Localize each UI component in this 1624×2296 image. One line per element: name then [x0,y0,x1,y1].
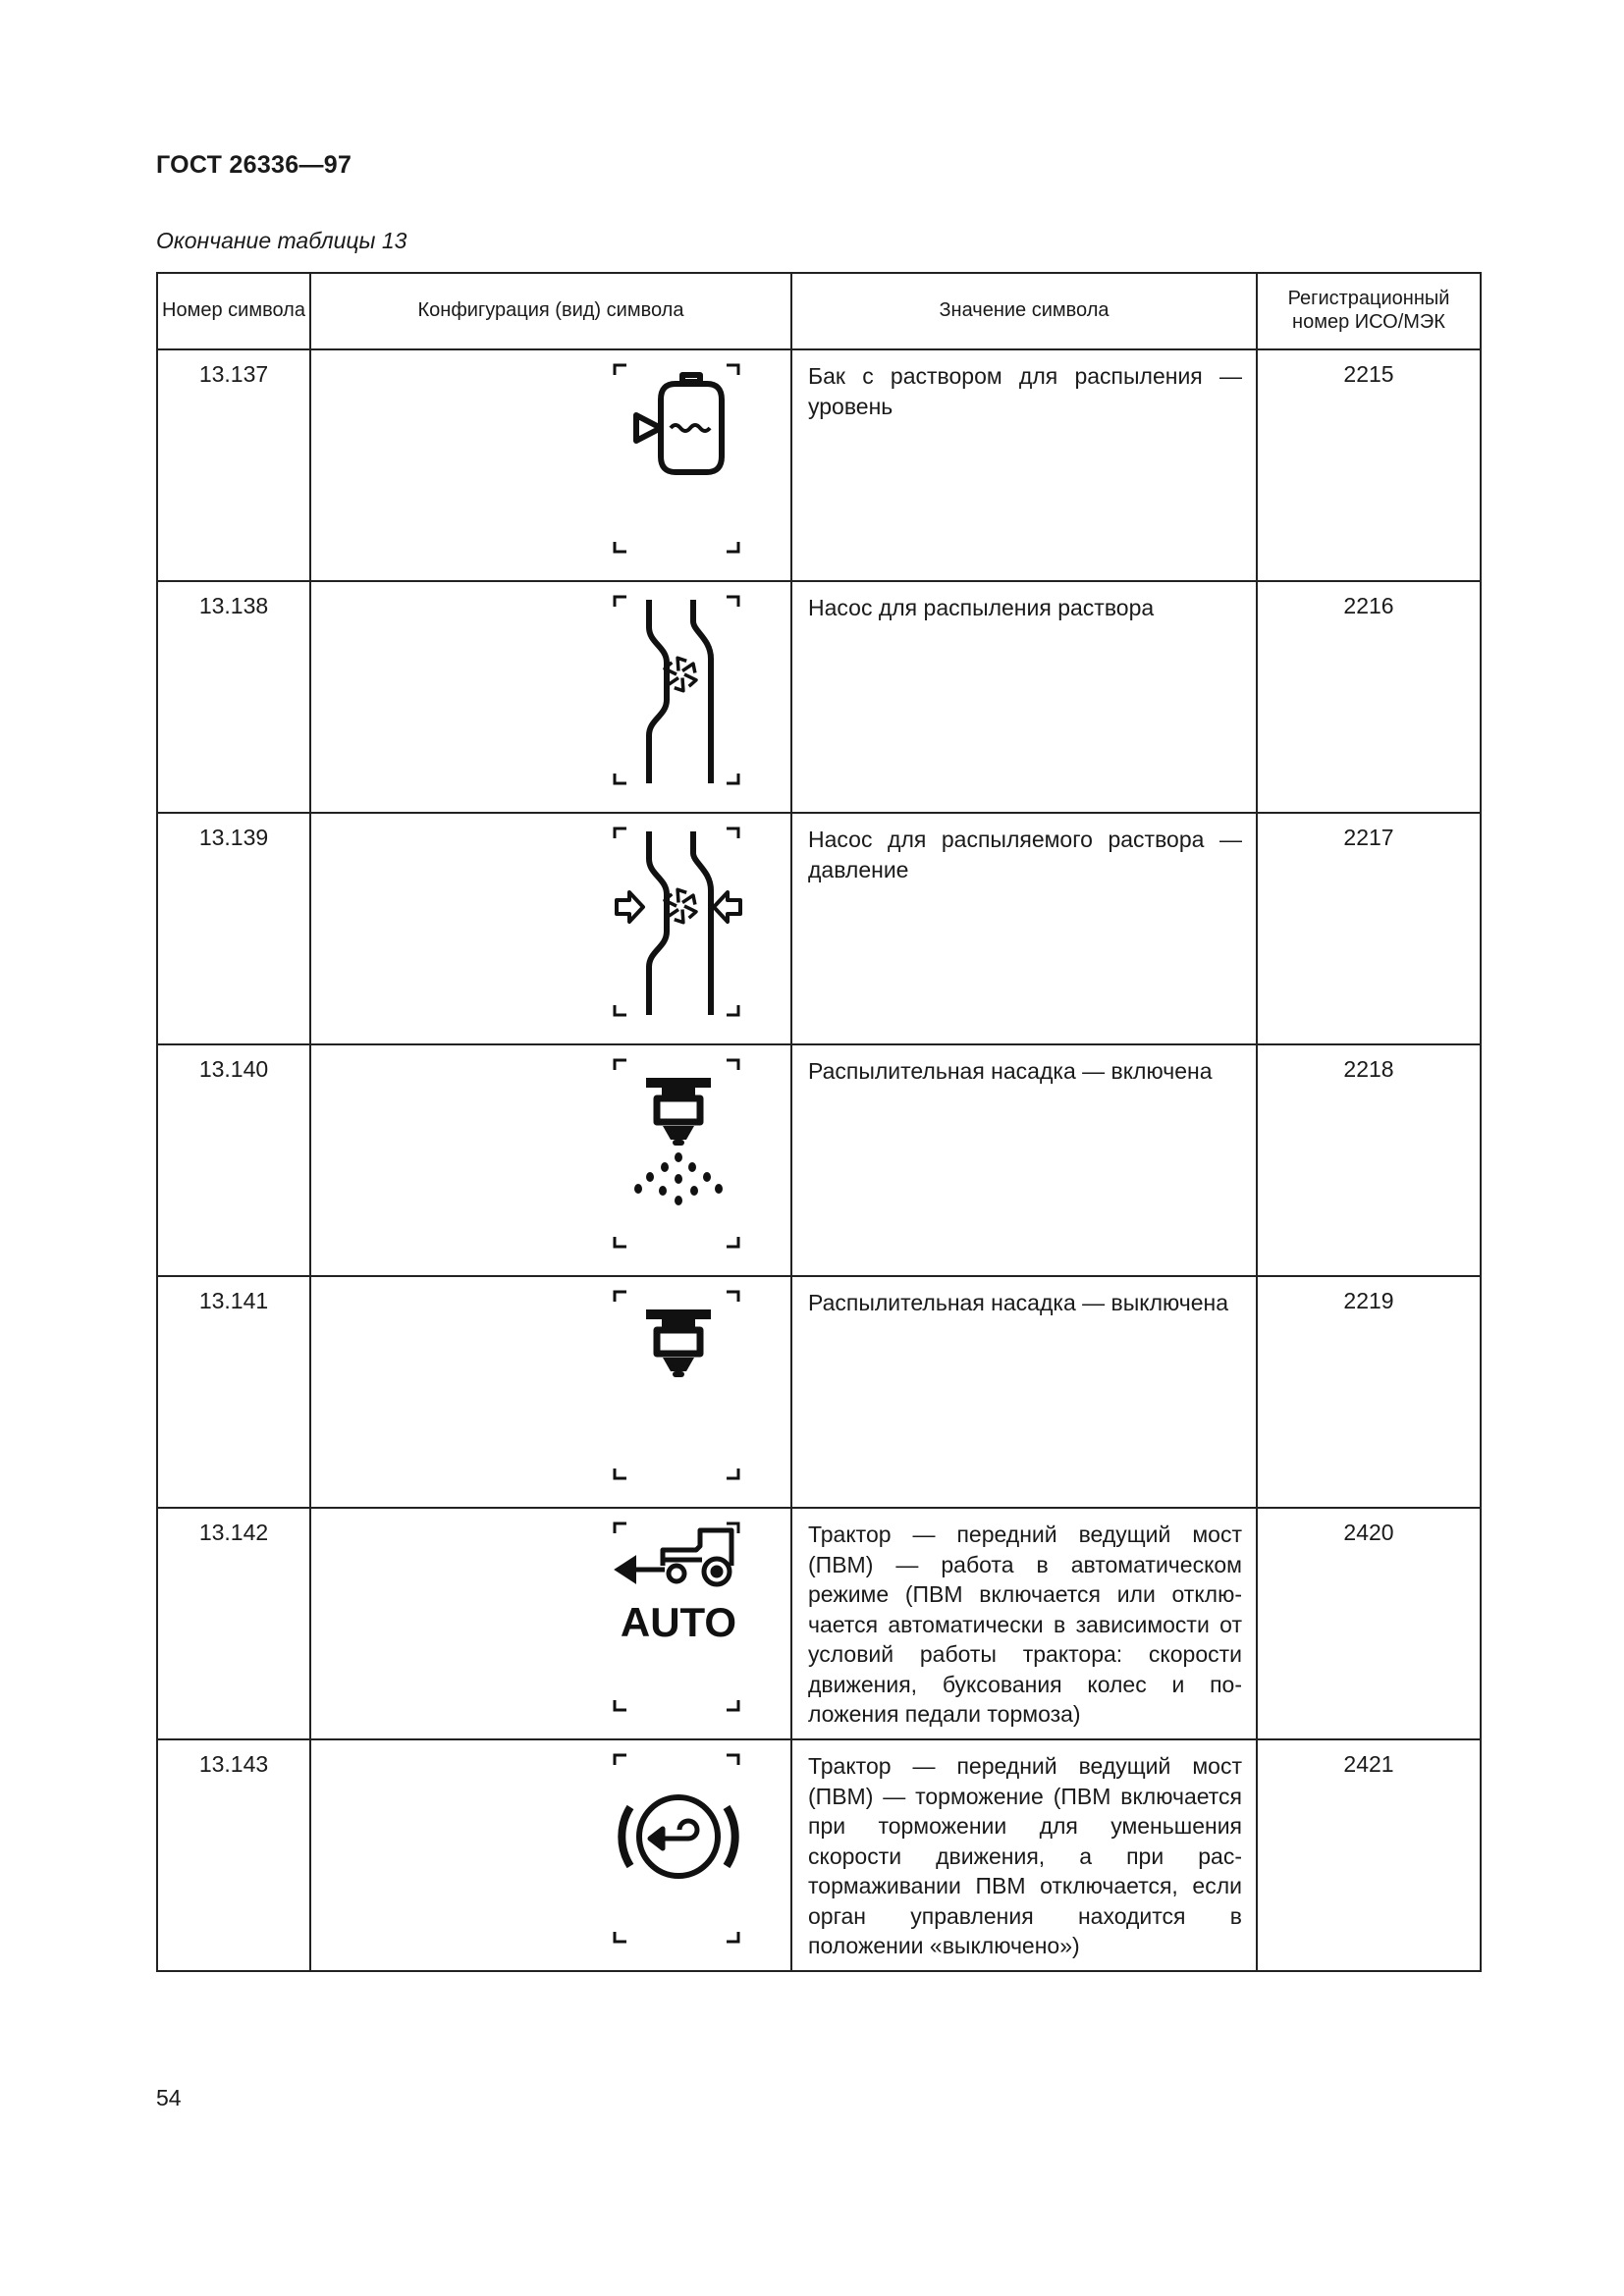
tractor-icon [663,1530,731,1584]
table-caption: Окончание таблицы 13 [156,228,407,253]
table-row [157,581,1481,813]
column-header-number: Номер символа [157,273,310,346]
registration-number: 2217 [1257,813,1481,1044]
table-header-row [157,273,1481,346]
symbol-number: 13.138 [157,581,310,813]
tractor-fwd-braking-icon [311,1740,790,1959]
document-header: ГОСТ 26336—97 [156,151,352,179]
table-row [157,813,1481,1044]
table-row [157,349,1481,581]
table-row [157,1276,1481,1508]
column-header-configuration: Конфигурация (вид) символа [310,273,791,346]
auto-label: AUTO [620,1599,737,1645]
left-arrow-icon [650,1821,697,1848]
page-number: 54 [156,2085,182,2110]
symbol-meaning: Бак с раствором для распыления — уровень [791,349,1257,581]
table-row [157,1508,1481,1739]
symbols-table [156,272,1482,1972]
symbol-meaning: Трактор — передний ведущий мост (ПВМ) — работа в автоматическом режиме (ПВМ включается или отключается автоматически в зависимости от условий работы трактора: скорости движения, буксования колес и положения педали тормоза) [791,1508,1257,1739]
symbol-meaning: Распылительная насадка — выключена [791,1276,1257,1508]
symbol-number: 13.139 [157,813,310,1044]
column-header-meaning: Значение символа [791,273,1257,346]
symbol-number: 13.141 [157,1276,310,1508]
spray-nozzle-on-icon [311,1045,790,1264]
registration-number: 2219 [1257,1276,1481,1508]
symbol-number: 13.140 [157,1044,310,1276]
symbol-meaning: Насос для распыления раствора [791,581,1257,813]
symbol-meaning: Насос для распыляемого раствора — давление [791,813,1257,1044]
left-arrow-icon [616,1557,665,1582]
registration-number: 2215 [1257,349,1481,581]
symbol-meaning: Распылительная насадка — включена [791,1044,1257,1276]
spray-pump-pressure-icon [311,814,790,1033]
symbol-number: 13.142 [157,1508,310,1739]
symbol-meaning: Трактор — передний ведущий мост (ПВМ) — торможение (ПВМ включается при торможении для уменьшения скорости движения, а при растормаживании ПВМ отключается, если орган управления находится в положении «выключено») [791,1739,1257,1971]
spray-nozzle-off-icon [311,1277,790,1496]
registration-number: 2420 [1257,1508,1481,1739]
spray-tank-level-icon [311,350,790,569]
registration-number: 2216 [1257,581,1481,813]
spray-pump-icon [311,582,790,801]
tractor-fwd-auto-icon [311,1509,790,1728]
table-row [157,1044,1481,1276]
registration-number: 2421 [1257,1739,1481,1971]
symbol-number: 13.137 [157,349,310,581]
column-header-registration: Регистрационный номер ИСО/МЭК [1257,273,1481,346]
registration-number: 2218 [1257,1044,1481,1276]
table-row [157,1739,1481,1971]
symbol-number: 13.143 [157,1739,310,1971]
spray-drops-icon [634,1152,723,1205]
